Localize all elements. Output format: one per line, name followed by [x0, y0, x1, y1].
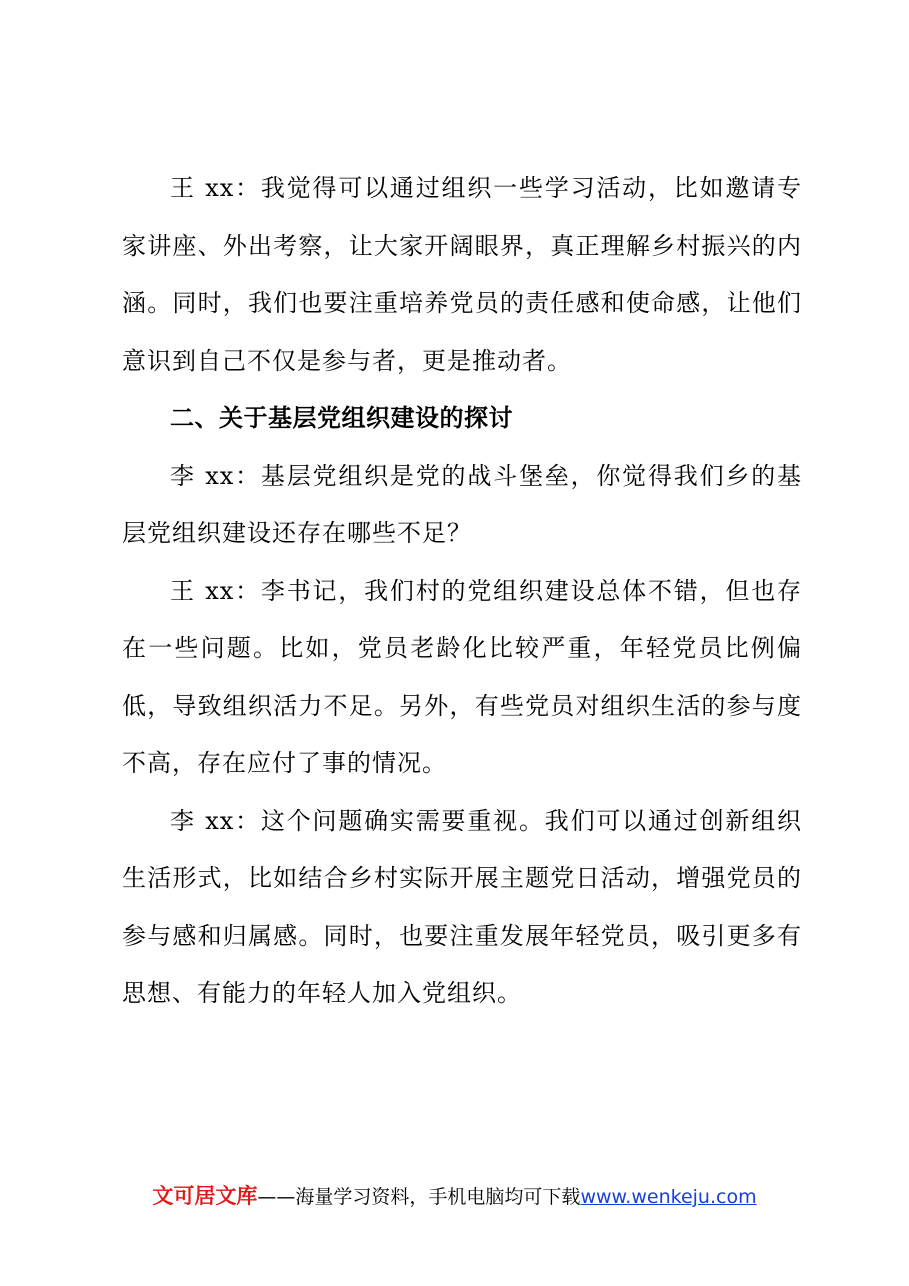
paragraph-wang-2: 王 xx：李书记，我们村的党组织建设总体不错，但也存在一些问题。比如，党员老龄化比较严重，年轻党员比例偏低，导致组织活力不足。另外，有些党员对组织生活的参与度不高，存在应付了事的情况。 — [122, 576, 802, 777]
footer-banner — [0, 1182, 909, 1211]
paragraph-li-2: 李 xx：这个问题确实需要重视。我们可以通过创新组织生活形式，比如结合乡村实际开展主题党日活动，增强党员的参与感和归属感。同时，也要注重发展年轻党员，吸引更多有思想、有能力的年轻人加入党组织。 — [122, 806, 802, 1007]
footer-link[interactable]: www.wenkeju.com — [580, 1186, 757, 1208]
document-body — [122, 160, 802, 1023]
paragraph-li-1: 李 xx：基层党组织是党的战斗堡垒，你觉得我们乡的基层党组织建设还存在哪些不足？ — [122, 461, 802, 547]
footer-brand: 文可居文库 — [152, 1184, 258, 1208]
paragraph-wang-1: 王 xx：我觉得可以通过组织一些学习活动，比如邀请专家讲座、外出考察，让大家开阔眼界，真正理解乡村振兴的内涵。同时，我们也要注重培养党员的责任感和使命感，让他们意识到自己不仅是参与者，更是推动者。 — [122, 174, 802, 375]
footer-slogan: ——海量学习资料，手机电脑均可下载 — [257, 1186, 581, 1208]
section-heading: 二、关于基层党组织建设的探讨 — [170, 404, 513, 432]
